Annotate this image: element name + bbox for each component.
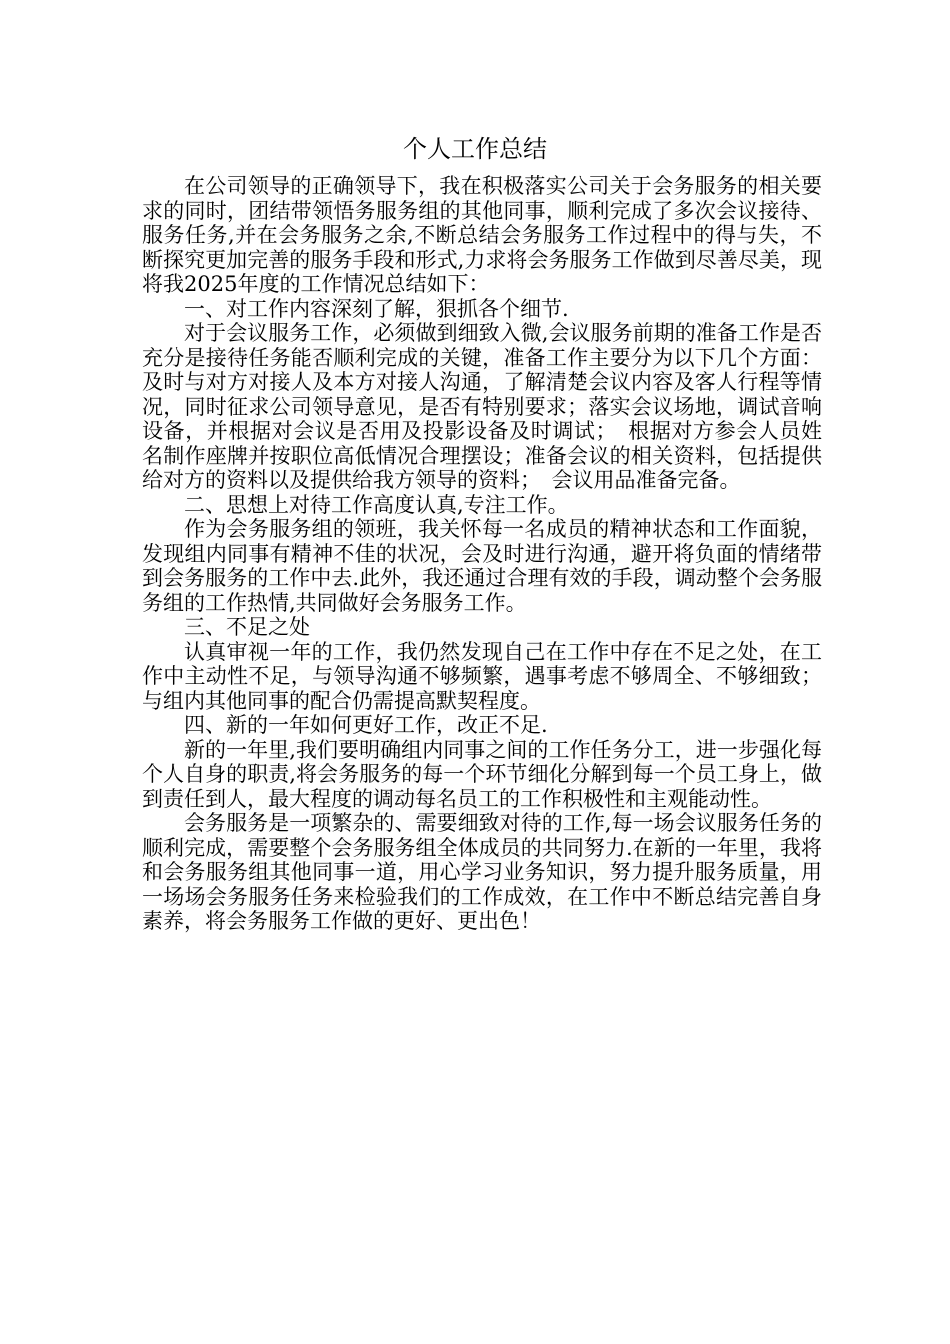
paragraph-new-year-plan: 新的一年里,我们要明确组内同事之间的工作任务分工，进一步强化每个人自身的职责,将会务服务的每一个环节细化分解到每一个员工身上，做到责任到人，最大程度的调动每名员工的工作积极性和主观能动性。 bbox=[142, 737, 822, 811]
section-heading-1: 一、对工作内容深刻了解，狠抓各个细节. bbox=[184, 296, 569, 321]
document-title: 个人工作总结 bbox=[403, 135, 547, 163]
section-heading-4: 四、新的一年如何更好工作，改正不足. bbox=[184, 713, 548, 737]
section-heading-3: 三、不足之处 bbox=[184, 615, 310, 639]
section-heading-2: 二、思想上对待工作高度认真,专注工作。 bbox=[184, 492, 569, 517]
paragraph-preparation: 对于会议服务工作，必须做到细致入微,会议服务前期的准备工作是否充分是接待任务能否顺利完成的关键，准备工作主要分为以下几个方面：及时与对方对接人及本方对接人沟通，了解清楚会议内容及客人行程等情况，同时征求公司领导意见，是否有特别要求；落实会议场地，调试音响设备，并根据对会议是否用及投影设备及时调试； 根据对方参会人员姓名制作座牌并按职位高低情况合理摆设；准备会议的相关资料，包括提供给对方的资料以及提供给我方领导的资料； 会议用品准备完备。 bbox=[142, 321, 822, 492]
paragraph-team-leader: 作为会务服务组的领班，我关怀每一名成员的精神状态和工作面貌，发现组内同事有精神不佳的状况，会及时进行沟通，避开将负面的情绪带到会务服务的工作中去.此外，我还通过合理有效的手段，调动整个会务服务组的工作热情,共同做好会务服务工作。 bbox=[142, 517, 822, 615]
paragraph-intro: 在公司领导的正确领导下，我在积极落实公司关于会务服务的相关要求的同时，团结带领悟务服务组的其他同事，顺利完成了多次会议接待、服务任务,并在会务服务之余,不断总结会务服务工作过程中的得与失，不断探究更加完善的服务手段和形式,力求将会务服务工作做到尽善尽美，现将我2025年度的工作情况总结如下： bbox=[142, 174, 822, 296]
paragraph-shortcomings: 认真审视一年的工作，我仍然发现自己在工作中存在不足之处，在工作中主动性不足，与领导沟通不够频繁，遇事考虑不够周全、不够细致；与组内其他同事的配合仍需提高默契程度。 bbox=[142, 639, 822, 713]
document-body bbox=[142, 174, 822, 934]
paragraph-conclusion: 会务服务是一项繁杂的、需要细致对待的工作,每一场会议服务任务的顺利完成，需要整个会务服务组全体成员的共同努力.在新的一年里，我将和会务服务组其他同事一道，用心学习业务知识，努力提升服务质量，用一场场会务服务任务来检验我们的工作成效，在工作中不断总结完善自身素养，将会务服务工作做的更好、更出色！ bbox=[142, 811, 822, 933]
